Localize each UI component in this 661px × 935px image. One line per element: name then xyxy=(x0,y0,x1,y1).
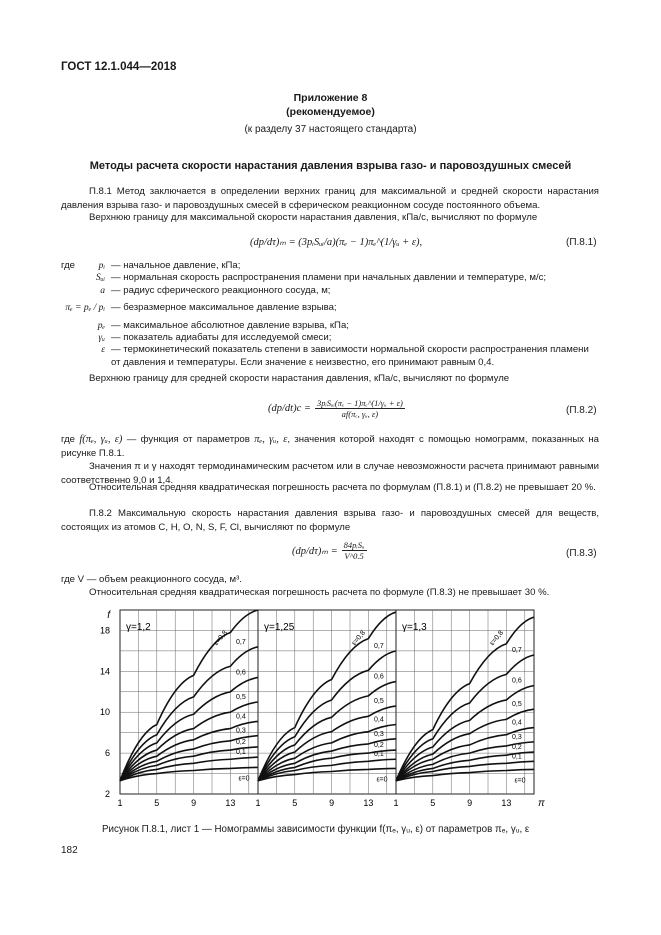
function-params: πₑ, γᵤ, ε xyxy=(254,434,288,445)
x-tick-label: 1 xyxy=(117,798,123,808)
equation-number-p8-2: (П.8.2) xyxy=(566,405,597,416)
x-tick-label: 9 xyxy=(329,798,335,808)
function-expression: f(πₑ, γᵤ, ε) xyxy=(79,434,123,445)
definition-item xyxy=(61,285,599,297)
curve-label: 0,6 xyxy=(236,669,246,677)
definition-symbol: a xyxy=(100,284,105,296)
panel-title: γ=1,3 xyxy=(402,622,427,633)
x-tick-label: 13 xyxy=(363,798,374,808)
y-tick-label: 2 xyxy=(104,789,110,799)
x-tick-label: 9 xyxy=(191,798,197,808)
definition-symbol: pᵢ xyxy=(98,260,105,271)
paragraph-values: Значения π и γ находят термодинамическим расчетом или в случае невозможности расчета принимают равными соответственно 9,0 и 1,4. xyxy=(61,461,599,486)
definition-symbol: Sᵤᵢ xyxy=(95,272,105,284)
document-header: ГОСТ 12.1.044—2018 xyxy=(61,61,177,73)
curve-label: 0,5 xyxy=(374,698,384,706)
equation-p8-3 xyxy=(292,540,367,561)
curve-label: 0,4 xyxy=(236,713,246,721)
curve-label: 0,6 xyxy=(374,673,384,681)
y-tick-label: 18 xyxy=(99,625,110,636)
curve-label: 0,5 xyxy=(512,701,522,709)
equation-lhs: (dp/dt)c = xyxy=(268,403,311,414)
equation-denominator: af(πₑ, γᵤ, ε) xyxy=(341,409,379,419)
x-tick-label: 13 xyxy=(225,798,236,808)
x-tick-label: 13 xyxy=(501,798,512,808)
paragraph-p8-2: П.8.2 Максимальную скорость нарастания давления взрыва газо- и паровоздушных смесей для веществ, состоящих из атомов С, Н, О, N, S, F, Cl, вычисляют по формуле xyxy=(61,508,599,533)
paragraph-volume-def: где V — объем реакционного сосуда, м³. xyxy=(61,574,242,585)
curve-label: 0,1 xyxy=(236,749,246,757)
equation-numerator: 3pᵢSᵤᵢ(πₑ − 1)πₑ^(1/γᵤ + ε) xyxy=(316,398,403,408)
curve-label: ε=0 xyxy=(376,776,388,784)
definition-item xyxy=(61,302,599,314)
curve-label: 0,6 xyxy=(512,677,522,685)
x-axis-label: π xyxy=(538,798,545,809)
paragraph-function-desc xyxy=(61,433,599,460)
curve-label: 0,7 xyxy=(374,642,384,650)
series-curve xyxy=(258,759,396,780)
paragraph-max-rate-intro: Верхнюю границу для максимальной скорости нарастания давления, кПа/с, вычисляют по формуле xyxy=(89,212,538,223)
paragraph-error-30: Относительная средняя квадратическая погрешность расчета по формуле (П.8.3) не превышает 30 %. xyxy=(89,587,550,598)
paragraph-error-20: Относительная средняя квадратическая погрешность расчета по формулам (П.8.1) и (П.8.2) не превышает 20 %. xyxy=(89,482,596,493)
equation-p8-1: (dp/dτ)ₘ = (3pᵢSᵤᵢ/a)(πₑ − 1)πₑ^(1/γᵤ + ε), xyxy=(250,237,423,248)
equation-fraction xyxy=(342,540,367,561)
appendix-reference: (к разделу 37 настоящего стандарта) xyxy=(244,124,417,135)
curve-label: 0,7 xyxy=(236,638,246,646)
definition-item xyxy=(61,332,599,344)
page-number: 182 xyxy=(61,845,78,856)
curve-label: 0,4 xyxy=(374,716,384,724)
curve-label: 0,7 xyxy=(512,646,522,654)
panel-title: γ=1,25 xyxy=(264,622,295,633)
paragraph-avg-rate-intro: Верхнюю границу для средней скорости нарастания давления, кПа/с, вычисляют по формуле xyxy=(89,373,510,384)
curve-label: ε=0,8 xyxy=(212,629,230,648)
definition-item xyxy=(61,320,599,332)
where-label: где xyxy=(61,434,76,445)
x-tick-label: 5 xyxy=(154,798,160,808)
curve-label: ε=0,8 xyxy=(488,629,506,648)
definition-text: — начальное давление, кПа; xyxy=(111,260,241,271)
equation-p8-2 xyxy=(268,398,405,419)
definition-symbol: pₑ xyxy=(97,319,105,331)
curve-label: 0,3 xyxy=(512,733,522,741)
equation-lhs: (dp/dτ)ₘ = xyxy=(292,545,338,557)
section-title: Методы расчета скорости нарастания давления взрыва газо- и паровоздушных смесей xyxy=(89,160,572,172)
appendix-status: (рекомендуемое) xyxy=(286,106,375,118)
equation-denominator: V^0.5 xyxy=(344,551,364,561)
function-desc-text: — функция от параметров xyxy=(126,434,250,445)
curve-label: ε=0,8 xyxy=(350,629,368,648)
curve-label: 0,2 xyxy=(374,742,384,750)
curve-label: ε=0 xyxy=(514,777,526,785)
equation-number-p8-3: (П.8.3) xyxy=(566,548,597,559)
x-tick-label: 1 xyxy=(255,798,261,808)
curve-label: ε=0 xyxy=(238,775,250,783)
paragraph-p8-1: П.8.1 Метод заключается в определении верхних границ для максимальной и средней скорости нарастания давления взрыва газо- и паровоздушных смесей в сферическом реакционном сосуде постоянного объема. xyxy=(61,186,599,211)
nomogram-figure xyxy=(88,604,580,818)
where-label: где xyxy=(61,260,76,271)
x-tick-label: 9 xyxy=(467,798,473,808)
y-axis-label: f xyxy=(107,610,110,621)
x-tick-label: 5 xyxy=(430,798,436,808)
curve-label: 0,4 xyxy=(512,719,522,727)
x-tick-label: 1 xyxy=(393,798,399,808)
definition-symbol: γᵤ xyxy=(98,332,105,344)
figure-caption: Рисунок П.8.1, лист 1 — Номограммы зависимости функции f(πₑ, γᵤ, ε) от параметров πₑ, γᵤ, ε xyxy=(102,824,530,835)
equation-fraction xyxy=(315,398,405,419)
definition-item xyxy=(61,260,599,272)
curve-label: 0,1 xyxy=(512,753,522,761)
y-tick-label: 14 xyxy=(99,666,110,677)
curve-label: 0,5 xyxy=(236,694,246,701)
curve-label: 0,3 xyxy=(236,727,246,735)
definition-symbol: ε xyxy=(101,344,105,356)
function-desc-rest: , значения которой находят с помощью номограмм, показанных на рисунке П.8.1. xyxy=(61,434,599,459)
equation-number-p8-1: (П.8.1) xyxy=(566,237,597,248)
definition-text: — показатель адиабаты для исследуемой смеси; xyxy=(111,332,332,344)
x-tick-label: 5 xyxy=(292,798,298,808)
definitions-list xyxy=(61,260,599,369)
curve-label: 0,2 xyxy=(236,738,246,746)
definition-symbol: πₑ = pₑ / pᵢ xyxy=(65,302,105,314)
curve-label: 0,2 xyxy=(512,744,522,752)
definition-text: — термокинетический показатель степени в зависимости нормальной скорости распространения пламени от давления и температуры. Если значение ε неизвестно, его принимают равным 0,4. xyxy=(111,344,589,368)
definition-text: — нормальная скорость распространения пламени при начальных давлении и температуре, м/с; xyxy=(111,272,547,284)
appendix-title: Приложение 8 xyxy=(293,92,368,104)
definition-text: — максимальное абсолютное давление взрыва, кПа; xyxy=(111,319,349,331)
definition-item xyxy=(61,344,599,369)
definition-text: — радиус сферического реакционного сосуда, м; xyxy=(111,284,331,296)
y-tick-label: 6 xyxy=(104,748,110,759)
definition-item xyxy=(61,272,599,284)
definition-text: — безразмерное максимальное давление взрыва; xyxy=(111,302,337,314)
curve-label: 0,3 xyxy=(374,730,384,738)
equation-numerator: 84pᵢSᵤ xyxy=(343,540,365,550)
curve-label: 0,1 xyxy=(374,751,384,759)
panel-title: γ=1,2 xyxy=(126,622,151,633)
y-tick-label: 10 xyxy=(99,707,110,718)
